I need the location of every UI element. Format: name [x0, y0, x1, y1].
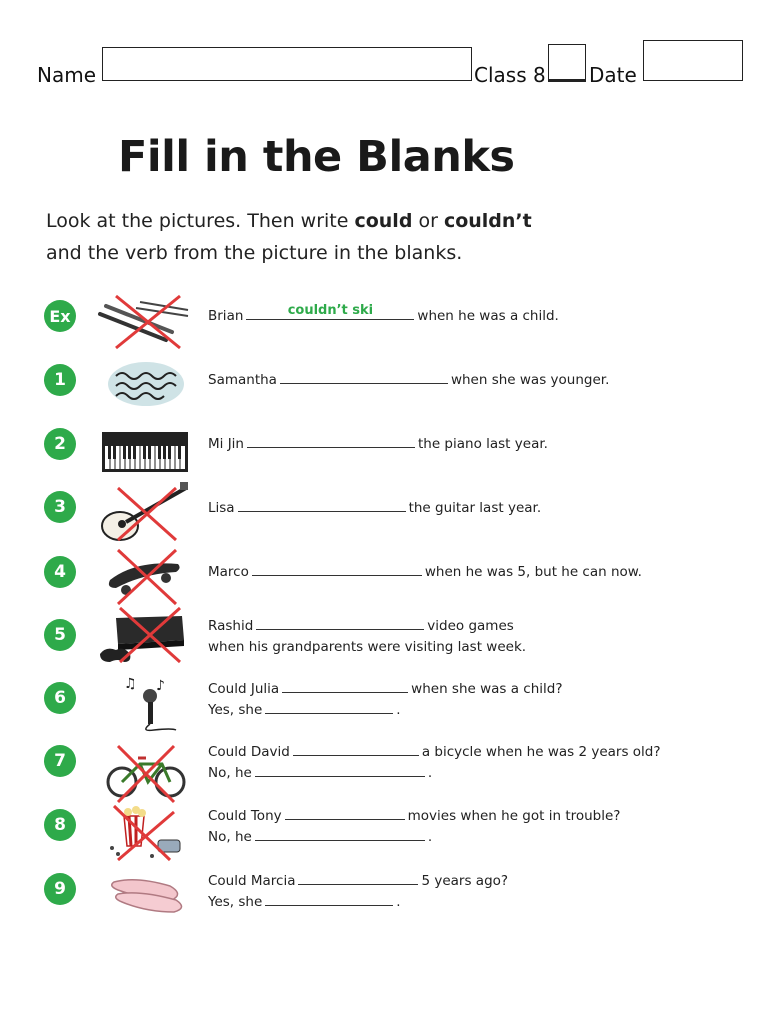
- answer-blank[interactable]: [293, 742, 419, 756]
- answer-blank[interactable]: [282, 679, 408, 693]
- badge-4: 4: [44, 556, 76, 588]
- sentence-text: Could Tony: [208, 808, 282, 824]
- microphone-icon: [96, 668, 192, 732]
- answer-blank-2[interactable]: [265, 700, 393, 714]
- sentence-text: Samantha: [208, 372, 277, 388]
- answer-blank[interactable]: [247, 434, 415, 448]
- answer-blank-2[interactable]: [255, 827, 425, 841]
- sentence-7: [208, 742, 661, 784]
- sentence-text: Yes, she: [208, 702, 263, 718]
- sentence-text: when he was a child.: [417, 308, 559, 324]
- badge-6: 6: [44, 682, 76, 714]
- answer-blank[interactable]: [256, 616, 424, 630]
- sentence-example: [208, 303, 559, 327]
- sentence-text: Could David: [208, 744, 290, 760]
- guitar-icon: [96, 480, 192, 544]
- date-field[interactable]: [643, 40, 743, 81]
- answer-blank[interactable]: [298, 871, 418, 885]
- sentence-text: .: [396, 894, 401, 910]
- keyword-couldnt: couldn’t: [443, 210, 532, 232]
- sentence-4: [208, 562, 642, 583]
- sentence-1: [208, 370, 609, 391]
- sentence-2: [208, 434, 548, 455]
- skateboard-icon: [96, 544, 192, 608]
- badge-1: 1: [44, 364, 76, 396]
- sentence-text: .: [396, 702, 401, 718]
- example-answer: couldn’t ski: [287, 303, 374, 318]
- badge-2: 2: [44, 428, 76, 460]
- badge-example: Ex: [44, 300, 76, 332]
- sentence-5: [208, 616, 526, 658]
- game-console-icon: [96, 606, 192, 670]
- sentence-text: the guitar last year.: [408, 500, 542, 516]
- sentence-text: No, he: [208, 765, 252, 781]
- sentence-text: Yes, she: [208, 894, 263, 910]
- badge-9: 9: [44, 873, 76, 905]
- sentence-text: when he was 5, but he can now.: [424, 564, 642, 580]
- answer-blank[interactable]: [246, 303, 414, 320]
- date-label: Date: [589, 63, 637, 87]
- answer-blank-2[interactable]: [255, 763, 425, 777]
- water-waves-icon: [96, 352, 192, 416]
- sentence-text: Marco: [208, 564, 249, 580]
- page-title: Fill in the Blanks: [118, 132, 515, 182]
- class-label: Class 8: [474, 63, 546, 87]
- sentence-text: movies when he got in trouble?: [407, 808, 621, 824]
- sentence-text: Brian: [208, 308, 244, 324]
- badge-8: 8: [44, 809, 76, 841]
- instructions-line-2: and the verb from the picture in the blanks.: [46, 242, 463, 264]
- answer-blank[interactable]: [285, 806, 405, 820]
- sentence-text: when she was younger.: [450, 372, 610, 388]
- sentence-text: Lisa: [208, 500, 235, 516]
- instructions-text: Look at the pictures. Then write: [46, 210, 355, 232]
- sentence-text: 5 years ago?: [421, 873, 509, 889]
- instructions-or: or: [412, 210, 444, 232]
- popcorn-icon: [96, 802, 192, 866]
- sentence-text: Could Marcia: [208, 873, 296, 889]
- sentence-text: Rashid: [208, 618, 254, 634]
- badge-5: 5: [44, 619, 76, 651]
- sentence-text: the piano last year.: [417, 436, 548, 452]
- badge-3: 3: [44, 491, 76, 523]
- sentence-text: when she was a child?: [411, 681, 563, 697]
- svg-text:♫: ♫: [124, 676, 137, 692]
- keyword-could: could: [354, 210, 413, 232]
- sentence-text: Could Julia: [208, 681, 280, 697]
- answer-blank-2[interactable]: [265, 892, 393, 906]
- sentence-text: .: [427, 765, 433, 781]
- class-field[interactable]: [548, 44, 586, 80]
- skis-icon: [96, 288, 192, 352]
- name-label: Name: [37, 63, 97, 87]
- sentence-text: video games: [427, 618, 514, 634]
- sentence-text: .: [427, 829, 433, 845]
- sentence-text: Mi Jin: [208, 436, 244, 452]
- ballet-shoes-icon: [96, 860, 192, 924]
- sentence-text: No, he: [208, 829, 252, 845]
- answer-blank[interactable]: [280, 370, 448, 384]
- answer-blank[interactable]: [238, 498, 406, 512]
- answer-blank[interactable]: [252, 562, 422, 576]
- instructions-line-1: [46, 210, 532, 232]
- class-underline: [548, 80, 586, 82]
- svg-text:♪: ♪: [156, 678, 165, 694]
- sentence-3: [208, 498, 541, 519]
- badge-7: 7: [44, 745, 76, 777]
- sentence-8: [208, 806, 620, 848]
- name-field[interactable]: [102, 47, 472, 81]
- piano-keyboard-icon: [96, 416, 192, 480]
- sentence-6: [208, 679, 563, 721]
- bicycle-icon: [96, 742, 192, 806]
- sentence-text: a bicycle when he was 2 years old?: [421, 744, 661, 760]
- sentence-9: [208, 871, 508, 913]
- sentence-text-line-2: when his grandparents were visiting last week.: [208, 639, 527, 655]
